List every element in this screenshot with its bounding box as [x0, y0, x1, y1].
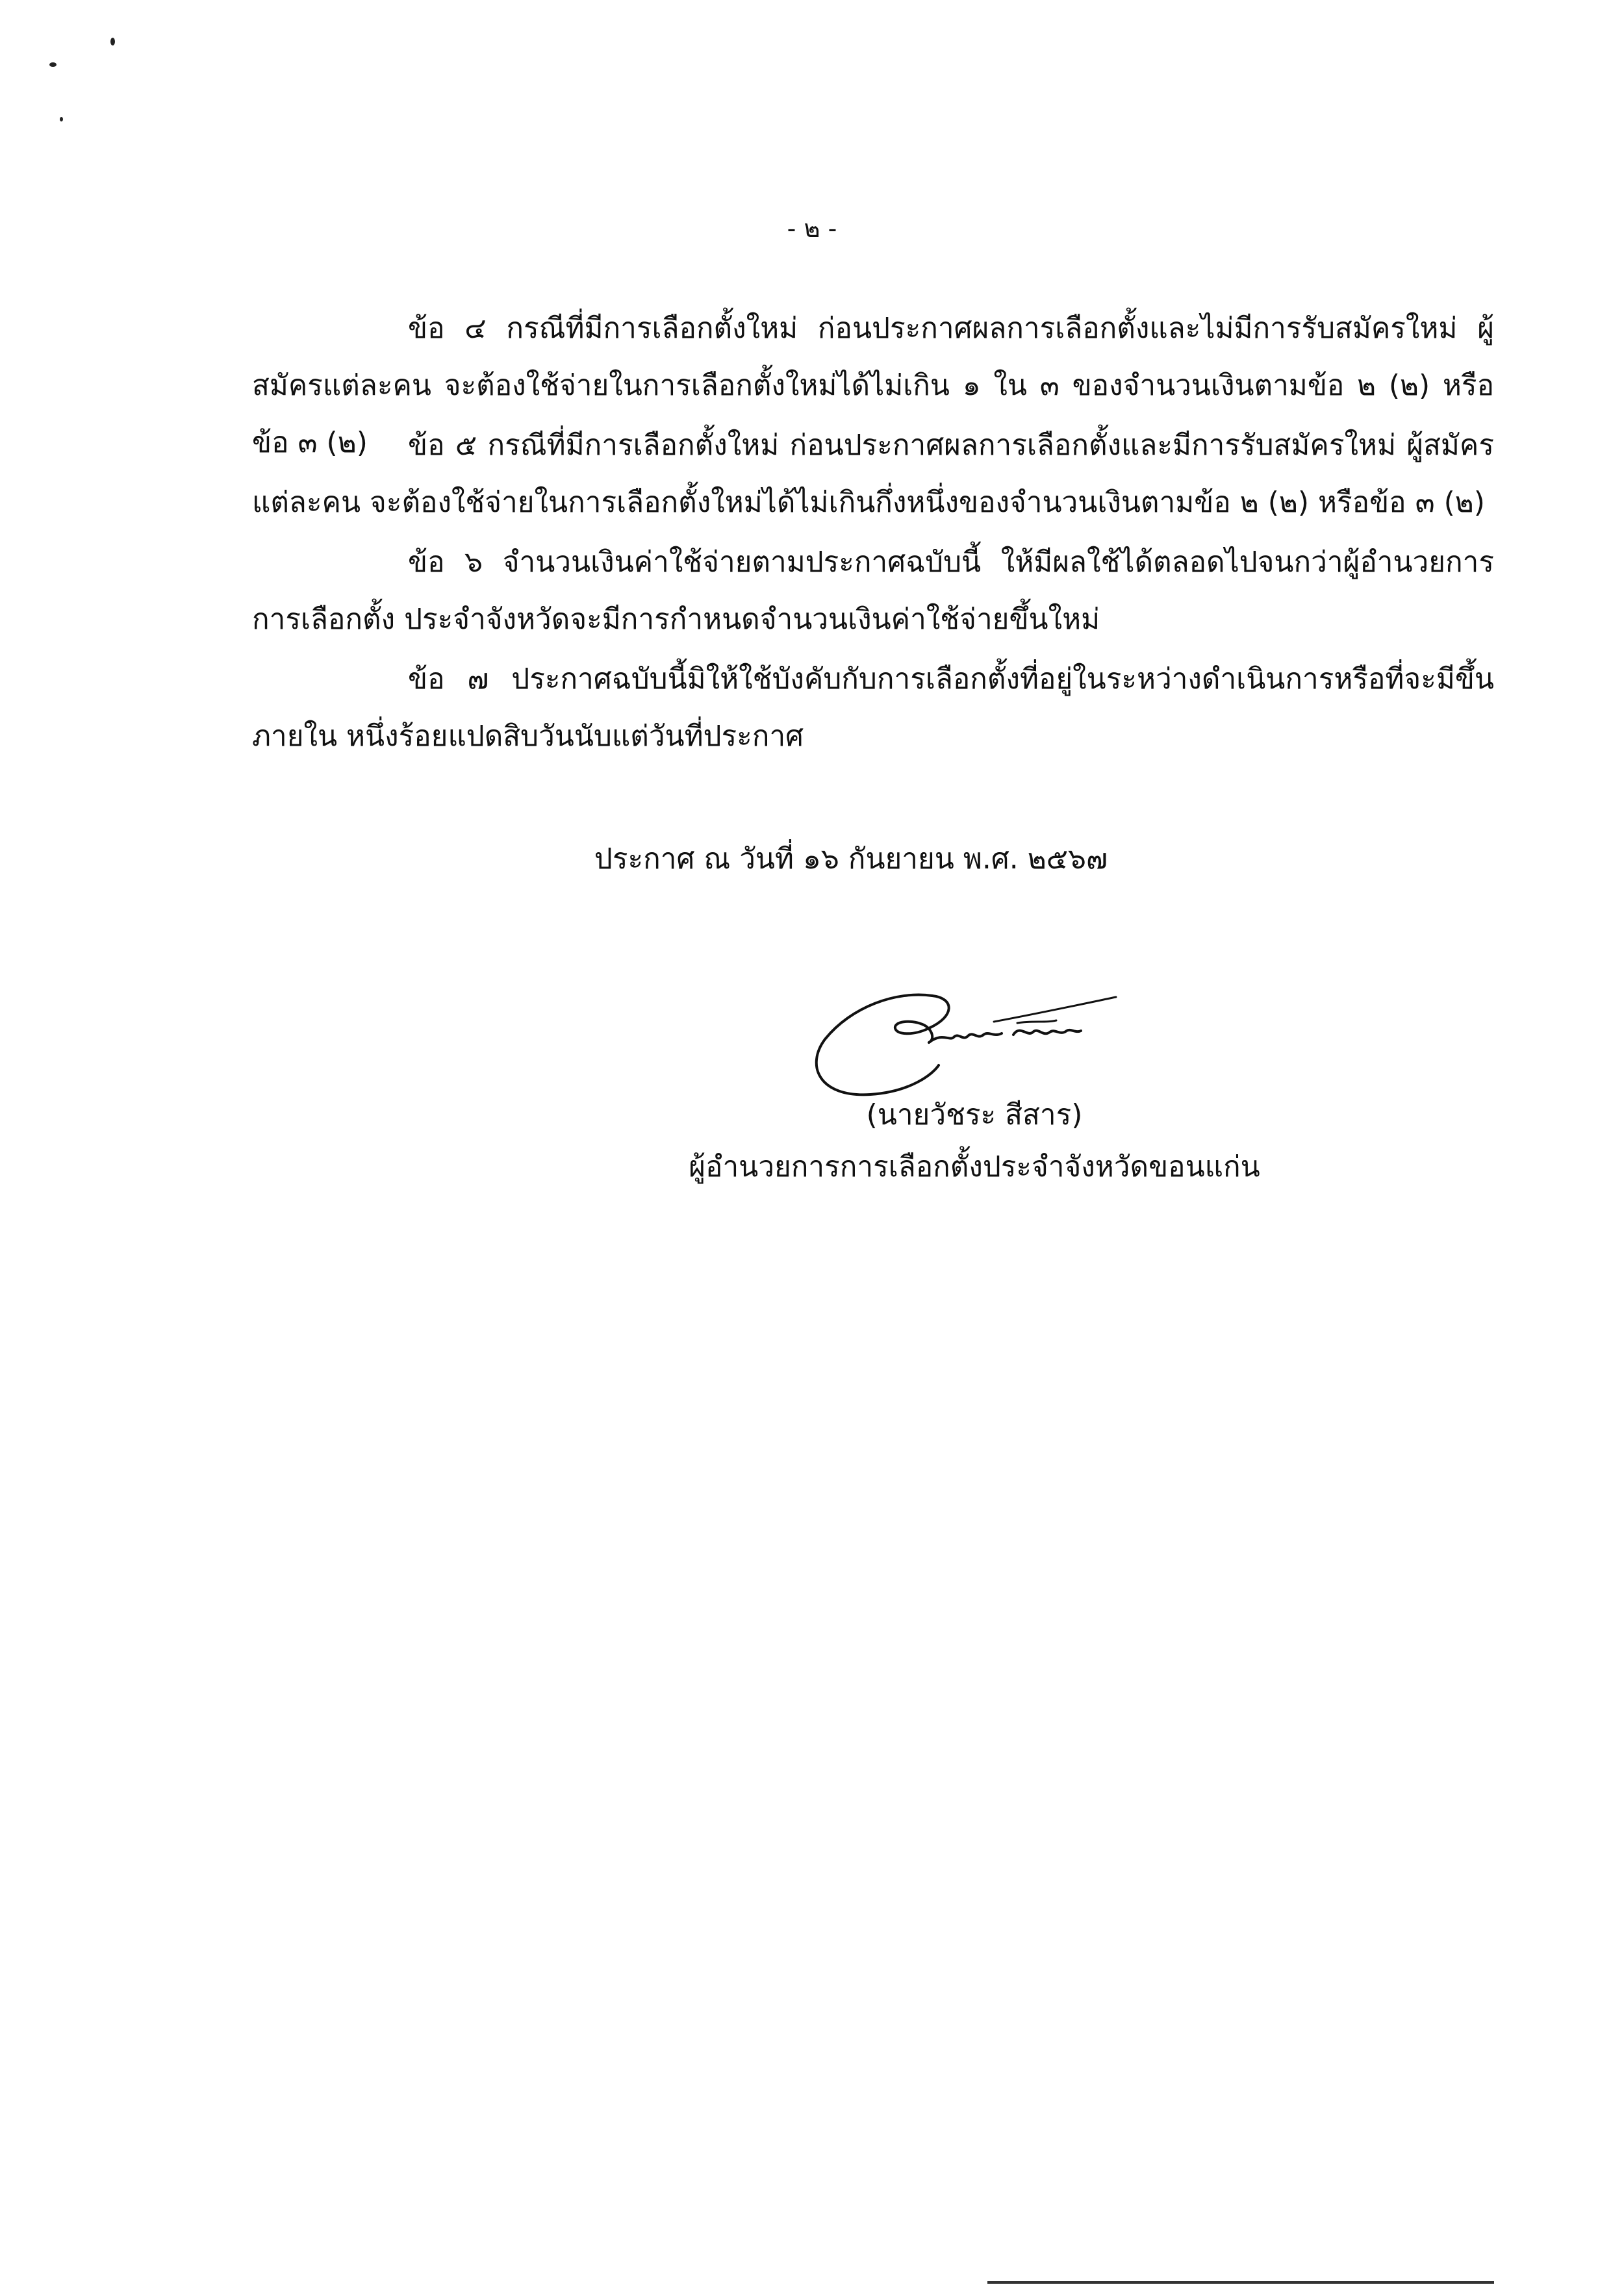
clause-5 — [252, 417, 1494, 531]
clause-7-text: ข้อ ๗ ประกาศฉบับนี้มิให้ใช้บังคับกับการเลือกตั้งที่อยู่ในระหว่างดำเนินการหรือที่จะมีขึ้นภายใน หนึ่งร้อยแปดสิบวันนับแต่วันที่ประกาศ — [252, 663, 1494, 753]
clause-4-text: ข้อ ๔ กรณีที่มีการเลือกตั้งใหม่ ก่อนประกาศผลการเลือกตั้งและไม่มีการรับสมัครใหม่ ผู้สมัครแต่ละคน จะต้องใช้จ่ายในการเลือกตั้งใหม่ได้ไม่เกิน ๑ ใน ๓ ของจำนวนเงินตามข้อ ๒ (๒) หรือข้อ ๓ (๒) — [252, 312, 1494, 459]
page-number: - ๒ - — [787, 214, 837, 243]
clause-6-text: ข้อ ๖ จำนวนเงินค่าใช้จ่ายตามประกาศฉบับนี้ ให้มีผลใช้ได้ตลอดไปจนกว่าผู้อำนวยการการเลือกตั้ง ประจำจังหวัดจะมีการกำหนดจำนวนเงินค่าใช้จ่ายขึ้นใหม่ — [252, 546, 1494, 636]
clause-5-text: ข้อ ๕ กรณีที่มีการเลือกตั้งใหม่ ก่อนประกาศผลการเลือกตั้งและมีการรับสมัครใหม่ ผู้สมัครแต่ละคน จะต้องใช้จ่ายในการเลือกตั้งใหม่ได้ไม่เกินกึ่งหนึ่งของจำนวนเงินตามข้อ ๒ (๒) หรือข้อ ๓ (๒) — [252, 429, 1494, 519]
signer-name: (นายวัชระ สีสาร) — [866, 1098, 1083, 1131]
scan-speck — [60, 117, 63, 121]
clause-7 — [252, 651, 1494, 765]
announcement-date: ประกาศ ณ วันที่ ๑๖ กันยายน พ.ศ. ๒๕๖๗ — [594, 842, 1108, 876]
handwritten-signature — [799, 978, 1137, 1107]
page-bottom-rule — [987, 2281, 1494, 2284]
scan-speck — [49, 62, 57, 67]
signer-position: ผู้อำนวยการการเลือกตั้งประจำจังหวัดขอนแก่น — [689, 1150, 1260, 1183]
clause-6 — [252, 534, 1494, 648]
scan-speck — [110, 38, 115, 45]
